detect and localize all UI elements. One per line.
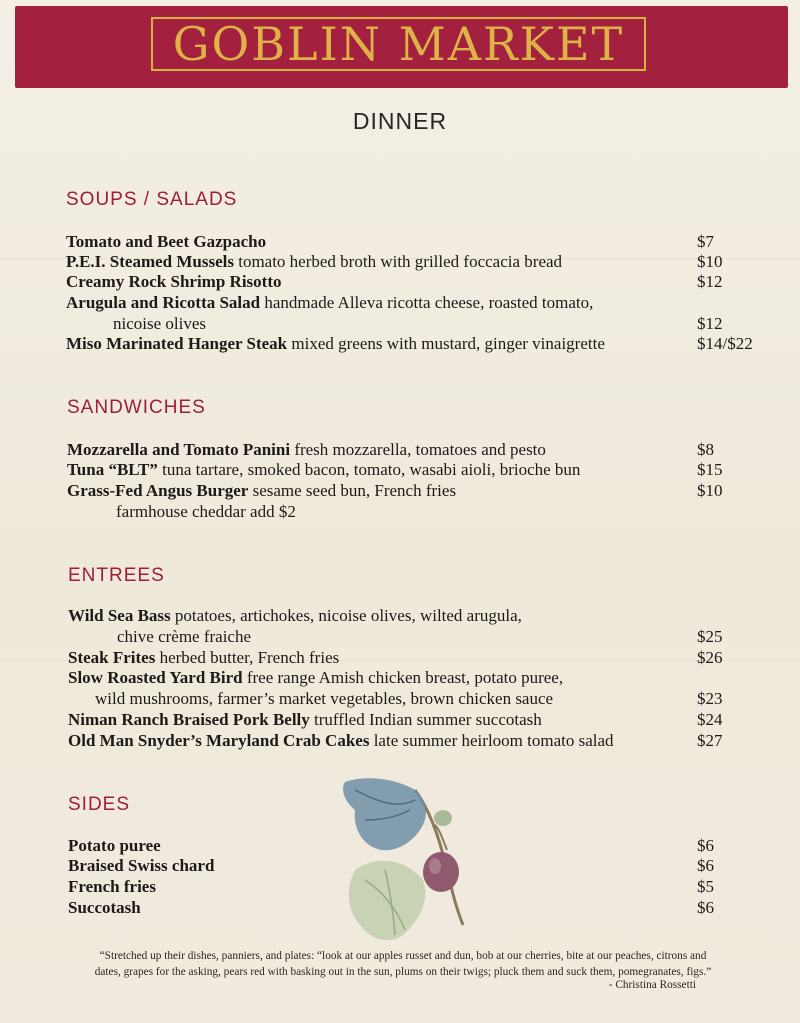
item-price: $27 [697, 731, 723, 750]
item-price: $10 [697, 252, 723, 271]
menu-item [66, 252, 562, 272]
menu-item [66, 334, 605, 354]
item-name: Potato puree [68, 836, 161, 855]
item-price: $6 [697, 856, 714, 875]
menu-item [68, 836, 161, 856]
item-name: Niman Ranch Braised Pork Belly [68, 710, 310, 729]
item-description: potatoes, artichokes, nicoise olives, wilted arugula, [170, 606, 522, 625]
item-price: $24 [697, 710, 723, 729]
item-description: mixed greens with mustard, ginger vinaigrette [287, 334, 605, 353]
menu-item [68, 731, 614, 751]
item-name: Old Man Snyder’s Maryland Crab Cakes [68, 731, 370, 750]
item-name: French fries [68, 877, 156, 896]
item-description: herbed butter, French fries [155, 648, 340, 667]
menu-item [68, 856, 214, 876]
banner-frame [151, 17, 646, 71]
header-banner [15, 6, 788, 88]
restaurant-name: GOBLIN MARKET [172, 17, 625, 71]
item-name: Creamy Rock Shrimp Risotto [66, 272, 282, 291]
item-name: Slow Roasted Yard Bird [68, 668, 243, 687]
item-description: free range Amish chicken breast, potato puree, [242, 668, 564, 687]
item-price: $15 [697, 460, 723, 479]
quote-line: dates, grapes for the asking, pears red with basking out in the sun, plums on their twigs; pluck them and suck them, pomegranates, figs.” [94, 966, 712, 978]
item-name: Tomato and Beet Gazpacho [66, 232, 267, 251]
item-price: $14/$22 [697, 334, 753, 353]
item-name: Mozzarella and Tomato Panini [67, 440, 291, 459]
item-price: $12 [697, 314, 723, 333]
item-price: $10 [697, 481, 723, 500]
item-description: tuna tartare, smoked bacon, tomato, wasabi aioli, brioche bun [157, 460, 581, 479]
item-description: handmade Alleva ricotta cheese, roasted tomato, [260, 293, 594, 312]
section-heading-sides: SIDES [68, 794, 131, 815]
item-price: $5 [697, 877, 714, 896]
item-price: $6 [697, 898, 714, 917]
menu-title: DINNER [352, 108, 448, 134]
menu-item [68, 648, 339, 668]
item-name: Arugula and Ricotta Salad [66, 293, 261, 312]
item-description: sesame seed bun, French fries [248, 481, 457, 500]
item-name: Miso Marinated Hanger Steak [66, 334, 288, 353]
item-name: Succotash [68, 898, 141, 917]
item-description: fresh mozzarella, tomatoes and pesto [290, 440, 546, 459]
item-price: $7 [697, 232, 714, 251]
section-heading-soups-salads: SOUPS / SALADS [66, 189, 238, 210]
menu-item [68, 898, 141, 918]
section-heading-sandwiches: SANDWICHES [67, 397, 206, 418]
menu-item [68, 668, 563, 688]
fig-branch-icon [335, 770, 485, 950]
item-price: $26 [697, 648, 723, 667]
item-description: truffled Indian summer succotash [309, 710, 542, 729]
item-description: late summer heirloom tomato salad [369, 731, 614, 750]
item-description-continued: wild mushrooms, farmer’s market vegetables, brown chicken sauce [95, 689, 554, 708]
item-price: $8 [697, 440, 714, 459]
item-name: Grass-Fed Angus Burger [67, 481, 249, 500]
item-description-continued: nicoise olives [113, 314, 207, 333]
menu-item [68, 710, 542, 730]
quote-attribution: - Christina Rossetti [608, 979, 696, 991]
item-name: Wild Sea Bass [68, 606, 171, 625]
quote-line: “Stretched up their dishes, panniers, and plates: “look at our apples russet and dun, bob at our cherries, bite at our peaches, citrons and [99, 950, 707, 962]
menu-item [68, 877, 156, 897]
menu-item [67, 481, 456, 501]
section-heading-entrees: ENTREES [68, 565, 165, 586]
item-description: tomato herbed broth with grilled foccacia bread [233, 252, 563, 271]
menu-item [66, 293, 593, 313]
item-price: $12 [697, 272, 723, 291]
item-name: Tuna “BLT” [67, 460, 158, 479]
menu-item [68, 606, 522, 626]
item-name: Braised Swiss chard [68, 856, 215, 875]
item-description-continued: farmhouse cheddar add $2 [116, 502, 296, 521]
menu-item [66, 232, 266, 252]
menu-item [66, 272, 281, 292]
menu-item [67, 440, 546, 460]
item-price: $25 [697, 627, 723, 646]
item-price: $6 [697, 836, 714, 855]
item-name: Steak Frites [68, 648, 156, 667]
item-price: $23 [697, 689, 723, 708]
item-description-continued: chive crème fraiche [117, 627, 252, 646]
menu-item [67, 460, 580, 480]
item-name: P.E.I. Steamed Mussels [66, 252, 234, 271]
footer-quote [60, 948, 746, 980]
